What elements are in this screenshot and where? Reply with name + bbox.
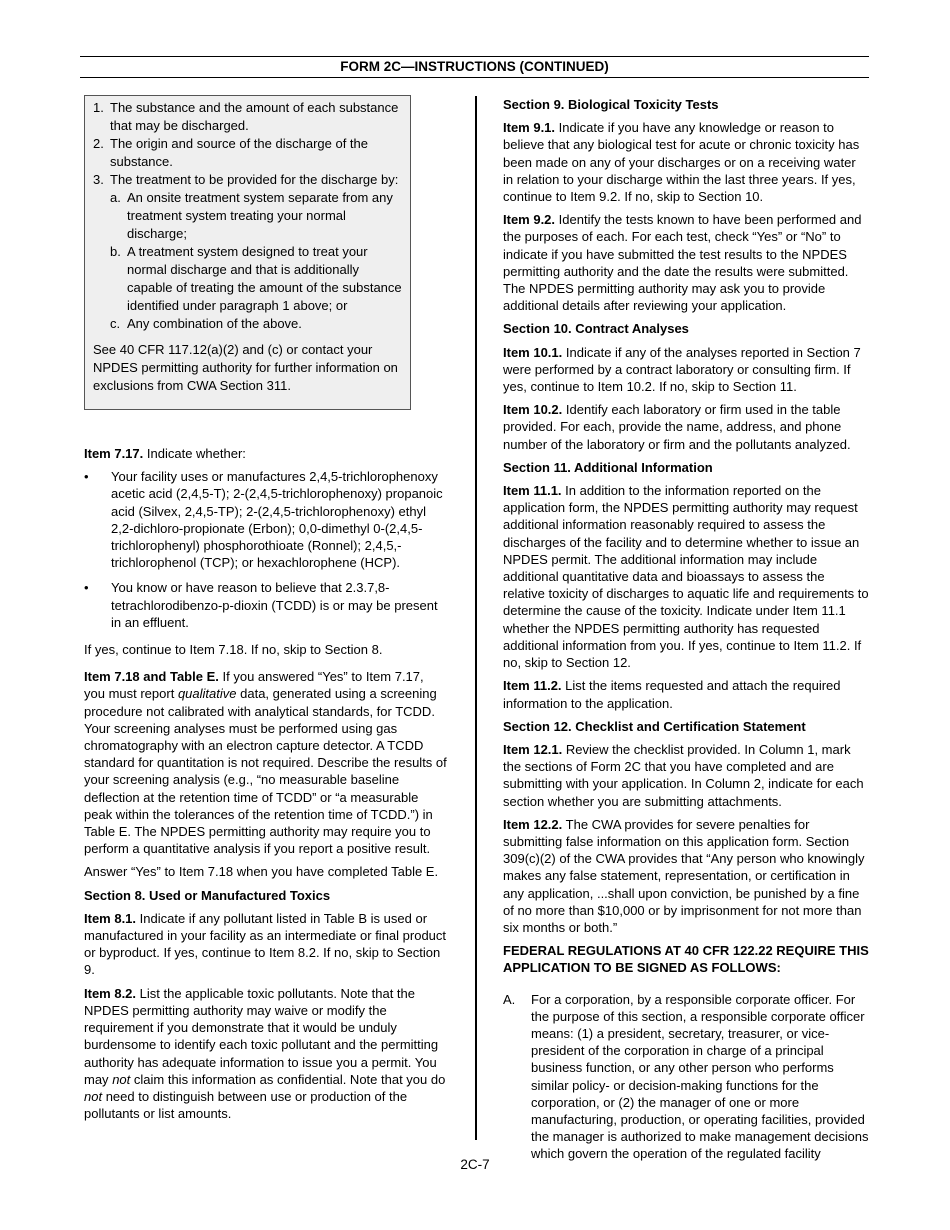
- sub-list-item: b. A treatment system designed to treat your normal discharge and that is additionally capable of treating the amount of the substance identified under paragraph 1 above; or: [110, 244, 402, 313]
- page-header: FORM 2C—INSTRUCTIONS (CONTINUED): [340, 59, 609, 74]
- answer-yes-instruction: Answer “Yes” to Item 7.18 when you have completed Table E.: [84, 864, 439, 880]
- section-11-heading: Section 11. Additional Information: [503, 459, 713, 475]
- item-9-2: Item 9.2. Identify the tests known to have been performed and the purposes of each. For each test, check “Yes” or “No” to indicate if you have submitted the test results to the NPDES permitting authority and the date the results were submitted. The NPDES permitting authority may ask you to provide additional details after reviewing your application.: [503, 212, 862, 314]
- list-item: 3. The treatment to be provided for the discharge by:: [93, 172, 399, 187]
- if-yes-instruction: If yes, continue to Item 7.18. If no, skip to Section 8.: [84, 642, 383, 658]
- list-item: • You know or have reason to believe that 2.3.7,8-tetrachlorodibenzo-p-dioxin (TCDD) is or may be present in an effluent.: [84, 580, 438, 630]
- item-11-2: Item 11.2. List the items requested and attach the required information to the application.: [503, 678, 841, 711]
- signatory-item-a: A. For a corporation, by a responsible corporate officer. For the purpose of this section, a responsible corporate officer means: (1) a president, secretary, treasurer, or vice-president of the corporation in charge of a principal business function, or any other person who performs similar policy- or decision-making functions for the corporation, or (2) the manager of one or more manufacturing, production, or operating facilities, provided the manager is authorized to make management decisions which govern the operation of the regulated facility: [503, 991, 869, 1162]
- column-divider: [475, 96, 477, 1140]
- header-bottom-rule: [80, 77, 869, 78]
- item-9-1: Item 9.1. Indicate if you have any knowledge or reason to believe that any biological test for acute or chronic toxicity has been made on any of your discharges or on a receiving water in relation to your discharge within the last three years. If yes, continue to Item 9.2. If no, skip to Section 10.: [503, 120, 860, 205]
- exclusions-note: See 40 CFR 117.12(a)(2) and (c) or contact your NPDES permitting authority for further information on exclusions from CWA Section 311.: [93, 342, 398, 393]
- page-number: 2C-7: [460, 1157, 490, 1172]
- sub-list-item: a. An onsite treatment system separate from any treatment system treating your normal discharge;: [110, 190, 393, 241]
- item-12-2: Item 12.2. The CWA provides for severe penalties for submitting false information on this application form. Section 309(c)(2) of the CWA provides that “Any person who knowingly makes any false statement, representation, or certification in any application, ...shall upon conviction, be punished by a fine of no more than $10,000 or by imprisonment for not more than six months or both.”: [503, 816, 865, 935]
- item-8-1: Item 8.1. Indicate if any pollutant listed in Table B is used or manufactured in your facility as an intermediate or final product or byproduct. If yes, continue to Item 8.2. If no, skip to Section 9.: [84, 910, 447, 978]
- item-7-17-bullets: [84, 468, 448, 631]
- section-12-heading: Section 12. Checklist and Certification Statement: [503, 718, 806, 734]
- list-item: 1. The substance and the amount of each substance that may be discharged.: [93, 100, 399, 133]
- left-column: [84, 445, 448, 1128]
- item-12-1: Item 12.1. Review the checklist provided. In Column 1, mark the sections of Form 2C that you have completed and are submitting with your application. In Column 2, indicate for each section whether you are submitting attachments.: [503, 741, 864, 809]
- item-10-2: Item 10.2. Identify each laboratory or firm used in the table provided. For each, provide the name, address, and phone number of the laboratory or firm and the pollutants analyzed.: [503, 402, 851, 452]
- list-item: 2. The origin and source of the discharge of the substance.: [93, 136, 368, 169]
- item-11-1: Item 11.1. In addition to the information reported on the application form, the NPDES permitting authority may request additional information reasonably required to assess the discharges of the facility and to determine whether to issue an NPDES permit. The additional information may include additional quantitative data and bioassays to assess the relative toxicity of discharges to aquatic life and requirements to determine the cause of the toxicity. Indicate under Item 11.1 whether the NPDES permitting authority has requested additional information from you. If yes, continue to Item 11.2. If no, skip to Section 12.: [503, 483, 869, 671]
- section-8-heading: Section 8. Used or Manufactured Toxics: [84, 887, 331, 903]
- item-8-2: Item 8.2. List the applicable toxic pollutants. Note that the NPDES permitting authority may waive or modify the requirement if you demonstrate that it would be unduly burdensome to identify each toxic pollutant and the permitting authority has adequate information to issue you a permit. You may not claim this information as confidential. Note that you do not need to distinguish between use or production of the pollutants or list amounts.: [84, 985, 446, 1122]
- item-7-18: Item 7.18 and Table E. If you answered “Yes” to Item 7.17, you must report qualitative data, generated using a screening procedure not calibrated with analytical standards, for TCDD. Your screening analyses must be performed using gas chromatography with an electron capture detector. A TCDD standard for quantitation is not required. Describe the results of your screening analysis (e.g., “no measurable baseline deflection at the retention time of TCDD” or “a measurable peak within the tolerances of the retention time of TCDD.”) in Table E. The NPDES permitting authority may require you to perform a quantitative analysis if you report a positive result.: [84, 669, 447, 857]
- exclusions-box: [84, 95, 411, 410]
- item-7-17: Item 7.17. Indicate whether:: [84, 446, 246, 461]
- federal-regulations-heading: FEDERAL REGULATIONS AT 40 CFR 122.22 REQUIRE THIS APPLICATION TO BE SIGNED AS FOLLOWS:: [503, 943, 869, 976]
- header-top-rule: [80, 56, 869, 57]
- section-10-heading: Section 10. Contract Analyses: [503, 321, 689, 337]
- section-9-heading: Section 9. Biological Toxicity Tests: [503, 97, 719, 112]
- sub-list-item: c. Any combination of the above.: [110, 316, 302, 331]
- list-item: • Your facility uses or manufactures 2,4,5-trichlorophenoxy acetic acid (2,4,5-T); 2-(2,4,5-trichlorophenoxy) propanoic acid (Silvex, 2,4,5-TP); 2-(2,4,5-trichlorophenoxy) ethyl 2,2-dichloro-propionate (Erbon); 0,0-dimethyl 0-(2,4,5-trichlorophenyl) phosphorothioate (Ronnel); 2,4,5,-trichlorophenol (TCP); or hexachlorophene (HCP).: [84, 469, 443, 571]
- right-column: [503, 96, 869, 1163]
- exclusions-list: [93, 99, 404, 333]
- item-10-1: Item 10.1. Indicate if any of the analyses reported in Section 7 were performed by a contract laboratory or consulting firm. If yes, continue to Item 10.2. If no, skip to Section 11.: [503, 344, 861, 395]
